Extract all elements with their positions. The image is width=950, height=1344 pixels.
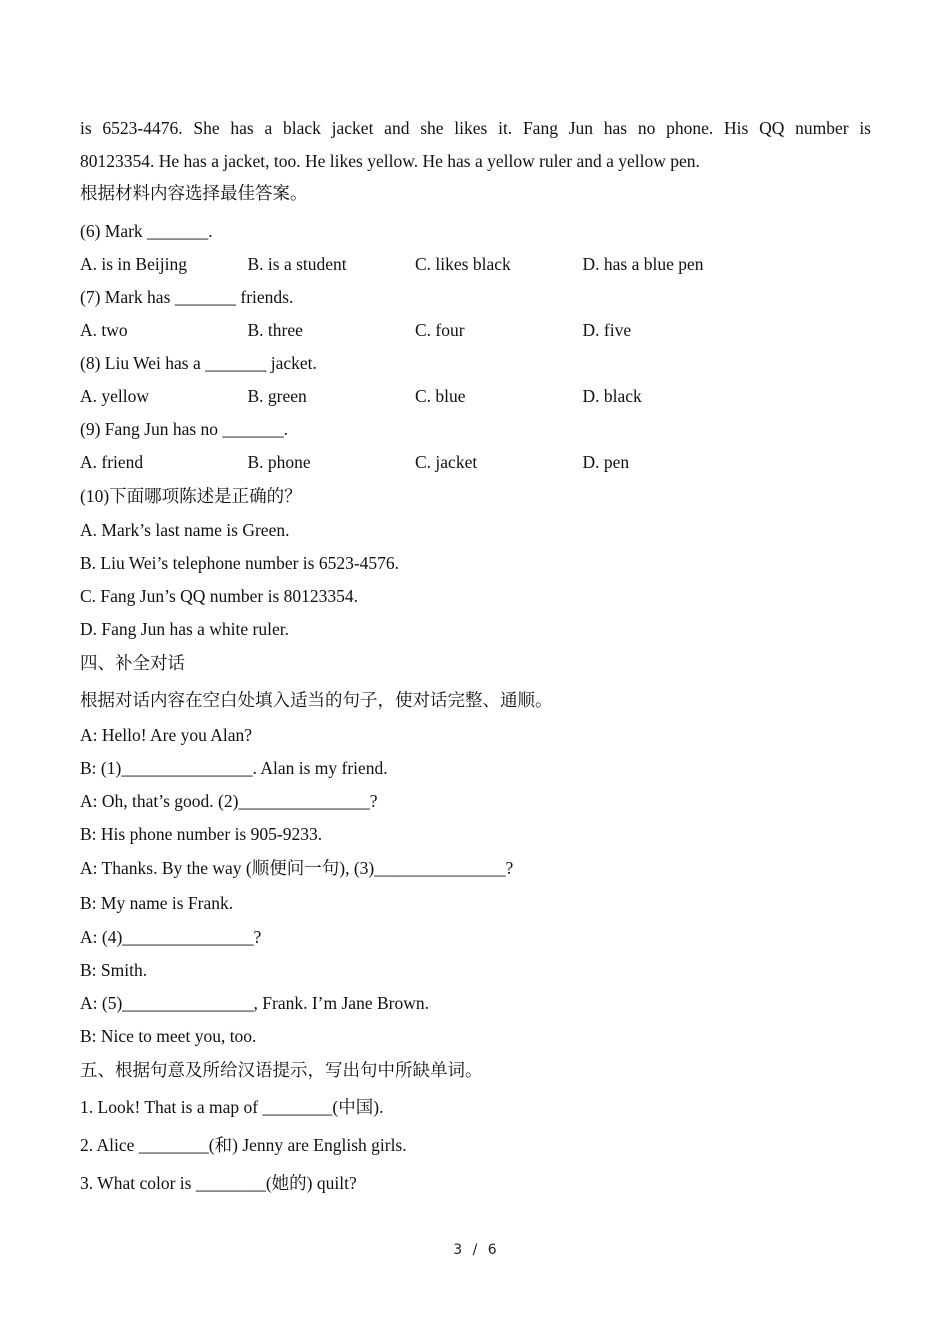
option: D. pen [582,452,630,472]
section5-title: 五、根据句意及所给汉语提示，写出句中所缺单词。 [80,1060,483,1080]
option: B. green [247,386,307,406]
dialogue-line: A: Oh, that’s good. (2)_______________? [80,791,378,811]
question-8-options [80,380,871,413]
fill-blank-item: 3. What color is ________(她的) quilt? [80,1173,357,1193]
question-10-stem: (10)下面哪项陈述是正确的？ [80,486,302,506]
option: B. phone [247,452,311,472]
dialogue-line: A: Thanks. By the way (顺便问一句), (3)_______________? [80,858,514,878]
question-8-stem: (8) Liu Wei has a _______ jacket. [80,353,317,373]
dialogue-line: A: (5)_______________, Frank. I’m Jane Brown. [80,993,429,1013]
dialogue-line: A: (4)_______________? [80,927,262,947]
question-10-option-d: D. Fang Jun has a white ruler. [80,619,289,639]
option: D. five [582,320,632,340]
question-10-option-c: C. Fang Jun’s QQ number is 80123354. [80,586,359,606]
dialogue-line: B: His phone number is 905-9233. [80,824,323,844]
option: D. has a blue pen [582,254,704,274]
page-number: 3 / 6 [453,1242,497,1258]
question-7-options [80,314,871,347]
option: C. likes black [415,254,511,274]
option: C. blue [415,386,466,406]
option: B. three [247,320,303,340]
option: A. yellow [80,386,150,406]
section4-instruction: 根据对话内容在空白处填入适当的句子，使对话完整、通顺。 [80,690,553,710]
question-9-options [80,446,871,479]
option: D. black [582,386,642,406]
dialogue-line: A: Hello! Are you Alan? [80,725,253,745]
dialogue-line: B: Smith. [80,960,148,980]
document-page [80,112,871,1202]
option: C. jacket [415,452,478,472]
option: C. four [415,320,465,340]
fill-blank-item: 1. Look! That is a map of ________(中国). [80,1097,384,1117]
question-6-options [80,248,871,281]
question-10-option-b: B. Liu Wei’s telephone number is 6523-4576. [80,553,400,573]
question-10-option-a: A. Mark’s last name is Green. [80,520,290,540]
option: A. friend [80,452,144,472]
section3-instruction: 根据材料内容选择最佳答案。 [80,183,308,203]
dialogue-line: B: (1)_______________. Alan is my friend. [80,758,388,778]
passage-line-1: is 6523-4476. She has a black jacket and she likes it. Fang Jun has no phone. His QQ number is [80,118,871,138]
section4-title: 四、补全对话 [80,653,185,673]
question-6-stem: (6) Mark _______. [80,221,213,241]
question-7-stem: (7) Mark has _______ friends. [80,287,294,307]
dialogue-line: B: Nice to meet you, too. [80,1026,257,1046]
question-9-stem: (9) Fang Jun has no _______. [80,419,289,439]
option: A. two [80,320,128,340]
dialogue-line: B: My name is Frank. [80,893,234,913]
passage-line-2: 80123354. He has a jacket, too. He likes yellow. He has a yellow ruler and a yellow pen. [80,151,700,171]
option: A. is in Beijing [80,254,187,274]
fill-blank-item: 2. Alice ________(和) Jenny are English girls. [80,1135,407,1155]
option: B. is a student [247,254,347,274]
